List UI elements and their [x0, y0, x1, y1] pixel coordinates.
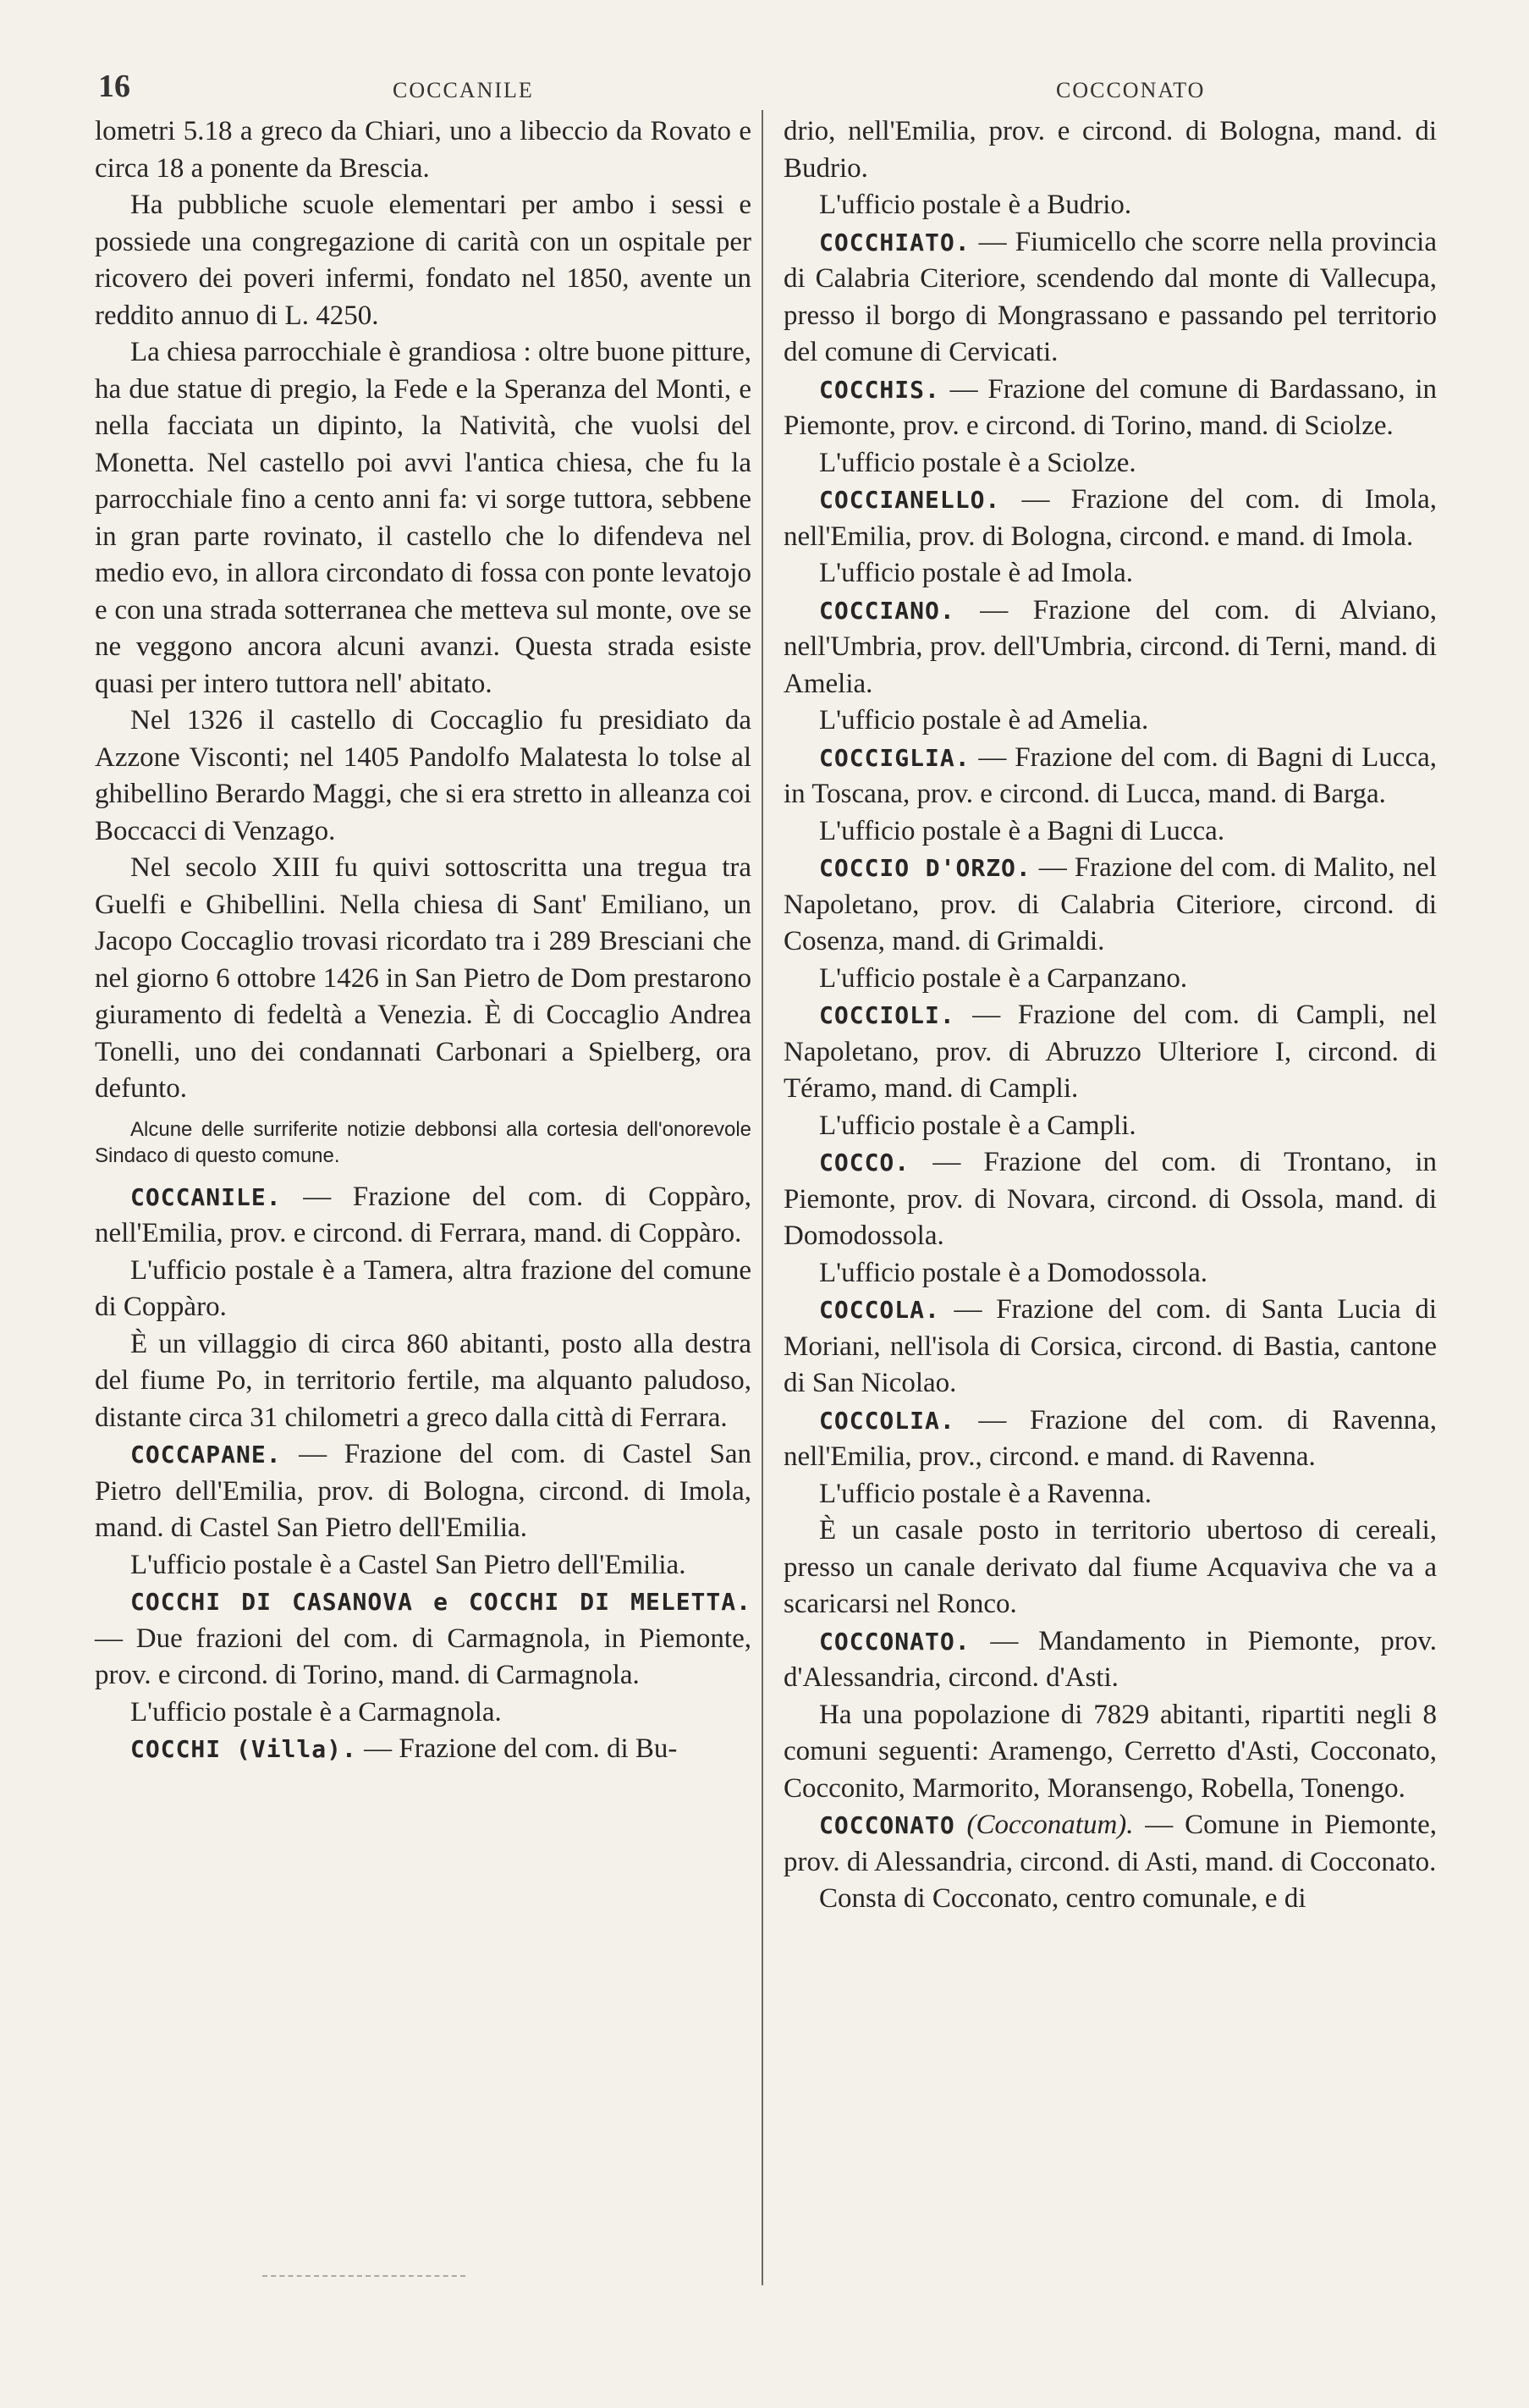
- gazetteer-entry: [784, 1807, 1437, 1881]
- entry-headword: COCCIANELLO.: [819, 486, 1001, 514]
- gazetteer-entry: [784, 1292, 1437, 1402]
- entry-text: — Frazione del com. di Malito, nel Napoletano, prov. di Calabria Citeriore, circond. di Cosenza, mand. di Grimaldi.: [784, 852, 1437, 956]
- entry-text: — Due frazioni del com. di Carmagnola, in Piemonte, prov. e circond. di Torino, mand. di Carmagnola.: [95, 1623, 751, 1690]
- entry-headword: COCCONATO.: [819, 1627, 971, 1656]
- page-number: 16: [98, 69, 130, 104]
- left-column: [95, 113, 751, 1768]
- entry-text: — Frazione del com. di Campli, nel Napoletano, prov. di Abruzzo Ulteriore I, circond. di Téramo, mand. di Campli.: [784, 1000, 1437, 1104]
- gazetteer-entry: [95, 1731, 751, 1768]
- gazetteer-entry: [95, 1179, 751, 1253]
- gazetteer-entry: [784, 997, 1437, 1108]
- gazetteer-entry: [784, 224, 1437, 372]
- paragraph: L'ufficio postale è a Bagni di Lucca.: [819, 815, 1225, 846]
- entry-headword: COCCIGLIA.: [819, 743, 971, 772]
- paragraph: La chiesa parrocchiale è grandiosa : oltre buone pitture, ha due statue di pregio, la Fede e la Speranza del Monti, e nella facciata un dipinto, la Natività, che vuolsi del Monetta. Nel castello poi avvi l'antica chiesa, che fu la parrocchiale fino a cento anni fa: vi sorge tuttora, sebbene in gran parte rovinato, il castello che lo difendeva nel medio evo, in allora circondato di fossa con ponte levatojo e con una strada sotterranea che metteva sul monte, ove se ne veggono ancora alcuni avanzi. Questa strada esiste quasi per intero tuttora nell' abitato.: [95, 337, 751, 699]
- paragraph: L'ufficio postale è a Tamera, altra frazione del comune di Coppàro.: [95, 1254, 751, 1322]
- paragraph: L'ufficio postale è a Domodossola.: [819, 1257, 1207, 1288]
- paragraph: L'ufficio postale è a Budrio.: [819, 190, 1132, 220]
- paragraph: Ha una popolazione di 7829 abitanti, ripartiti negli 8 comuni seguenti: Aramengo, Cerretto d'Asti, Cocconato, Cocconito, Marmorito, Moransengo, Robella, Tonengo.: [784, 1699, 1437, 1804]
- entry-text: — Frazione del com. di Coppàro, nell'Emilia, prov. e circond. di Ferrara, mand. di Coppàro.: [95, 1181, 751, 1248]
- running-head-left: COCCANILE: [393, 78, 534, 102]
- entry-headword: COCCHI (Villa).: [130, 1735, 357, 1763]
- entry-text: — Frazione del com. di Bagni di Lucca, in Toscana, prov. e circond. di Lucca, mand. di Barga.: [784, 741, 1437, 809]
- entry-text: — Mandamento in Piemonte, prov. d'Alessandria, circond. d'Asti.: [784, 1625, 1437, 1693]
- gazetteer-entry: [784, 1144, 1437, 1255]
- bottom-dash-rule: [262, 2275, 465, 2277]
- paragraph: L'ufficio postale è a Ravenna.: [819, 1478, 1152, 1509]
- column-divider: [762, 110, 763, 2285]
- paragraph: L'ufficio postale è a Castel San Pietro dell'Emilia.: [130, 1549, 686, 1580]
- continued-paragraph: drio, nell'Emilia, prov. e circond. di Bologna, mand. di Budrio.: [784, 116, 1437, 184]
- entry-headword: COCCAPANE.: [130, 1441, 282, 1468]
- entry-latin-name: (Cocconatum).: [966, 1810, 1134, 1840]
- gazetteer-entry: [784, 740, 1437, 813]
- entry-text: — Frazione del comune di Bardassano, in Piemonte, prov. e circond. di Torino, mand. di Sciolze.: [784, 373, 1437, 441]
- entry-text: — Frazione del com. di Castel San Pietro dell'Emilia, prov. di Bologna, circond. di Imola, mand. di Castel San Pietro dell'Emilia.: [95, 1439, 751, 1543]
- entry-headword: COCCANILE.: [130, 1182, 282, 1211]
- entry-text: — Frazione del com. di Imola, nell'Emilia, prov. di Bologna, circond. e mand. di Imola.: [784, 484, 1437, 552]
- paragraph: Ha pubbliche scuole elementari per ambo i sessi e possiede una congregazione di carità con un ospitale per ricovero dei poveri infermi, fondato nel 1850, avente un reddito annuo di L. 4250.: [95, 190, 751, 331]
- entry-headword: COCCOLIA.: [819, 1406, 955, 1435]
- entry-headword: COCCIOLI.: [819, 1001, 955, 1029]
- paragraph: L'ufficio postale è a Sciolze.: [819, 447, 1136, 478]
- gazetteer-entry: [784, 850, 1437, 961]
- gazetteer-entry: [784, 372, 1437, 445]
- paragraph: L'ufficio postale è a Carmagnola.: [130, 1696, 502, 1727]
- gazetteer-entry: [95, 1584, 751, 1694]
- entry-text: — Frazione del com. di Ravenna, nell'Emilia, prov., circond. e mand. di Ravenna.: [784, 1404, 1437, 1472]
- entry-headword: COCCIANO.: [819, 596, 955, 625]
- entry-text: — Frazione del com. di Trontano, in Piemonte, prov. di Novara, circond. di Ossola, mand. di Domodossola.: [784, 1147, 1437, 1251]
- entry-headword: COCCONATO: [819, 1811, 955, 1839]
- entry-headword: COCCHI DI CASANOVA e COCCHI DI MELETTA.: [130, 1588, 751, 1616]
- entry-headword: COCCO.: [819, 1149, 910, 1176]
- entry-text: — Frazione del com. di Santa Lucia di Moriani, nell'isola di Corsica, circond. di Bastia, cantone di San Nicolao.: [784, 1294, 1437, 1398]
- continued-paragraph: lometri 5.18 a greco da Chiari, uno a libeccio da Rovato e circa 18 a ponente da Brescia.: [95, 116, 751, 184]
- paragraph: È un casale posto in territorio ubertoso di cereali, presso un canale derivato dal fiume Acquaviva che va a scaricarsi nel Ronco.: [784, 1515, 1437, 1619]
- entry-text: — Comune in Piemonte, prov. di Alessandria, circond. di Asti, mand. di Cocconato.: [784, 1810, 1437, 1877]
- gazetteer-entry: [784, 1402, 1437, 1476]
- entry-headword: COCCHIS.: [819, 375, 940, 404]
- gazetteer-entry: [95, 1436, 751, 1547]
- gazetteer-entry: [784, 1623, 1437, 1697]
- paragraph: L'ufficio postale è a Carpanzano.: [819, 962, 1188, 994]
- entry-text: — Fiumicello che scorre nella provincia di Calabria Citeriore, scendendo dal monte di Vallecupa, presso il borgo di Mongrassano e passando pel territorio del comune di Cervicati.: [784, 226, 1437, 367]
- gazetteer-entry: [784, 482, 1437, 555]
- paragraph: L'ufficio postale è a Campli.: [819, 1110, 1136, 1141]
- gazetteer-entry: [784, 592, 1437, 703]
- running-head-right: COCCONATO: [1056, 78, 1206, 102]
- entry-text: — Frazione del com. di Bu-: [356, 1733, 678, 1764]
- entry-headword: COCCOLA.: [819, 1296, 940, 1324]
- right-column: [784, 113, 1437, 1918]
- footnote: Alcune delle surriferite notizie debbonsi alla cortesia dell'onorevole Sindaco di questo comune.: [95, 1117, 751, 1167]
- paragraph: L'ufficio postale è ad Imola.: [819, 558, 1133, 588]
- entry-headword: COCCIO D'ORZO.: [819, 854, 1031, 882]
- paragraph: Nel 1326 il castello di Coccaglio fu presidiato da Azzone Visconti; nel 1405 Pandolfo Malatesta lo tolse al ghibellino Berardo Maggi, che si era stretto in alleanza coi Boccacci di Venzago.: [95, 705, 751, 846]
- paragraph: Consta di Cocconato, centro comunale, e di: [819, 1883, 1306, 1914]
- paragraph: È un villaggio di circa 860 abitanti, posto alla destra del fiume Po, in territorio fertile, ma alquanto paludoso, distante circa 31 chilometri a greco dalla città di Ferrara.: [95, 1328, 751, 1433]
- entry-text: — Frazione del com. di Alviano, nell'Umbria, prov. dell'Umbria, circond. di Terni, mand. di Amelia.: [784, 594, 1437, 699]
- paragraph: Nel secolo XIII fu quivi sottoscritta una tregua tra Guelfi e Ghibellini. Nella chiesa di Sant' Emiliano, un Jacopo Coccaglio trovasi ricordato tra i 289 Bresciani che nel giorno 6 ottobre 1426 in San Pietro de Dom prestarono giuramento di fedeltà a Venezia. È di Coccaglio Andrea Tonelli, uno dei condannati Carbonari a Spielberg, ora defunto.: [95, 852, 751, 1104]
- paragraph: L'ufficio postale è ad Amelia.: [819, 705, 1149, 736]
- entry-headword: COCCHIATO.: [819, 228, 971, 256]
